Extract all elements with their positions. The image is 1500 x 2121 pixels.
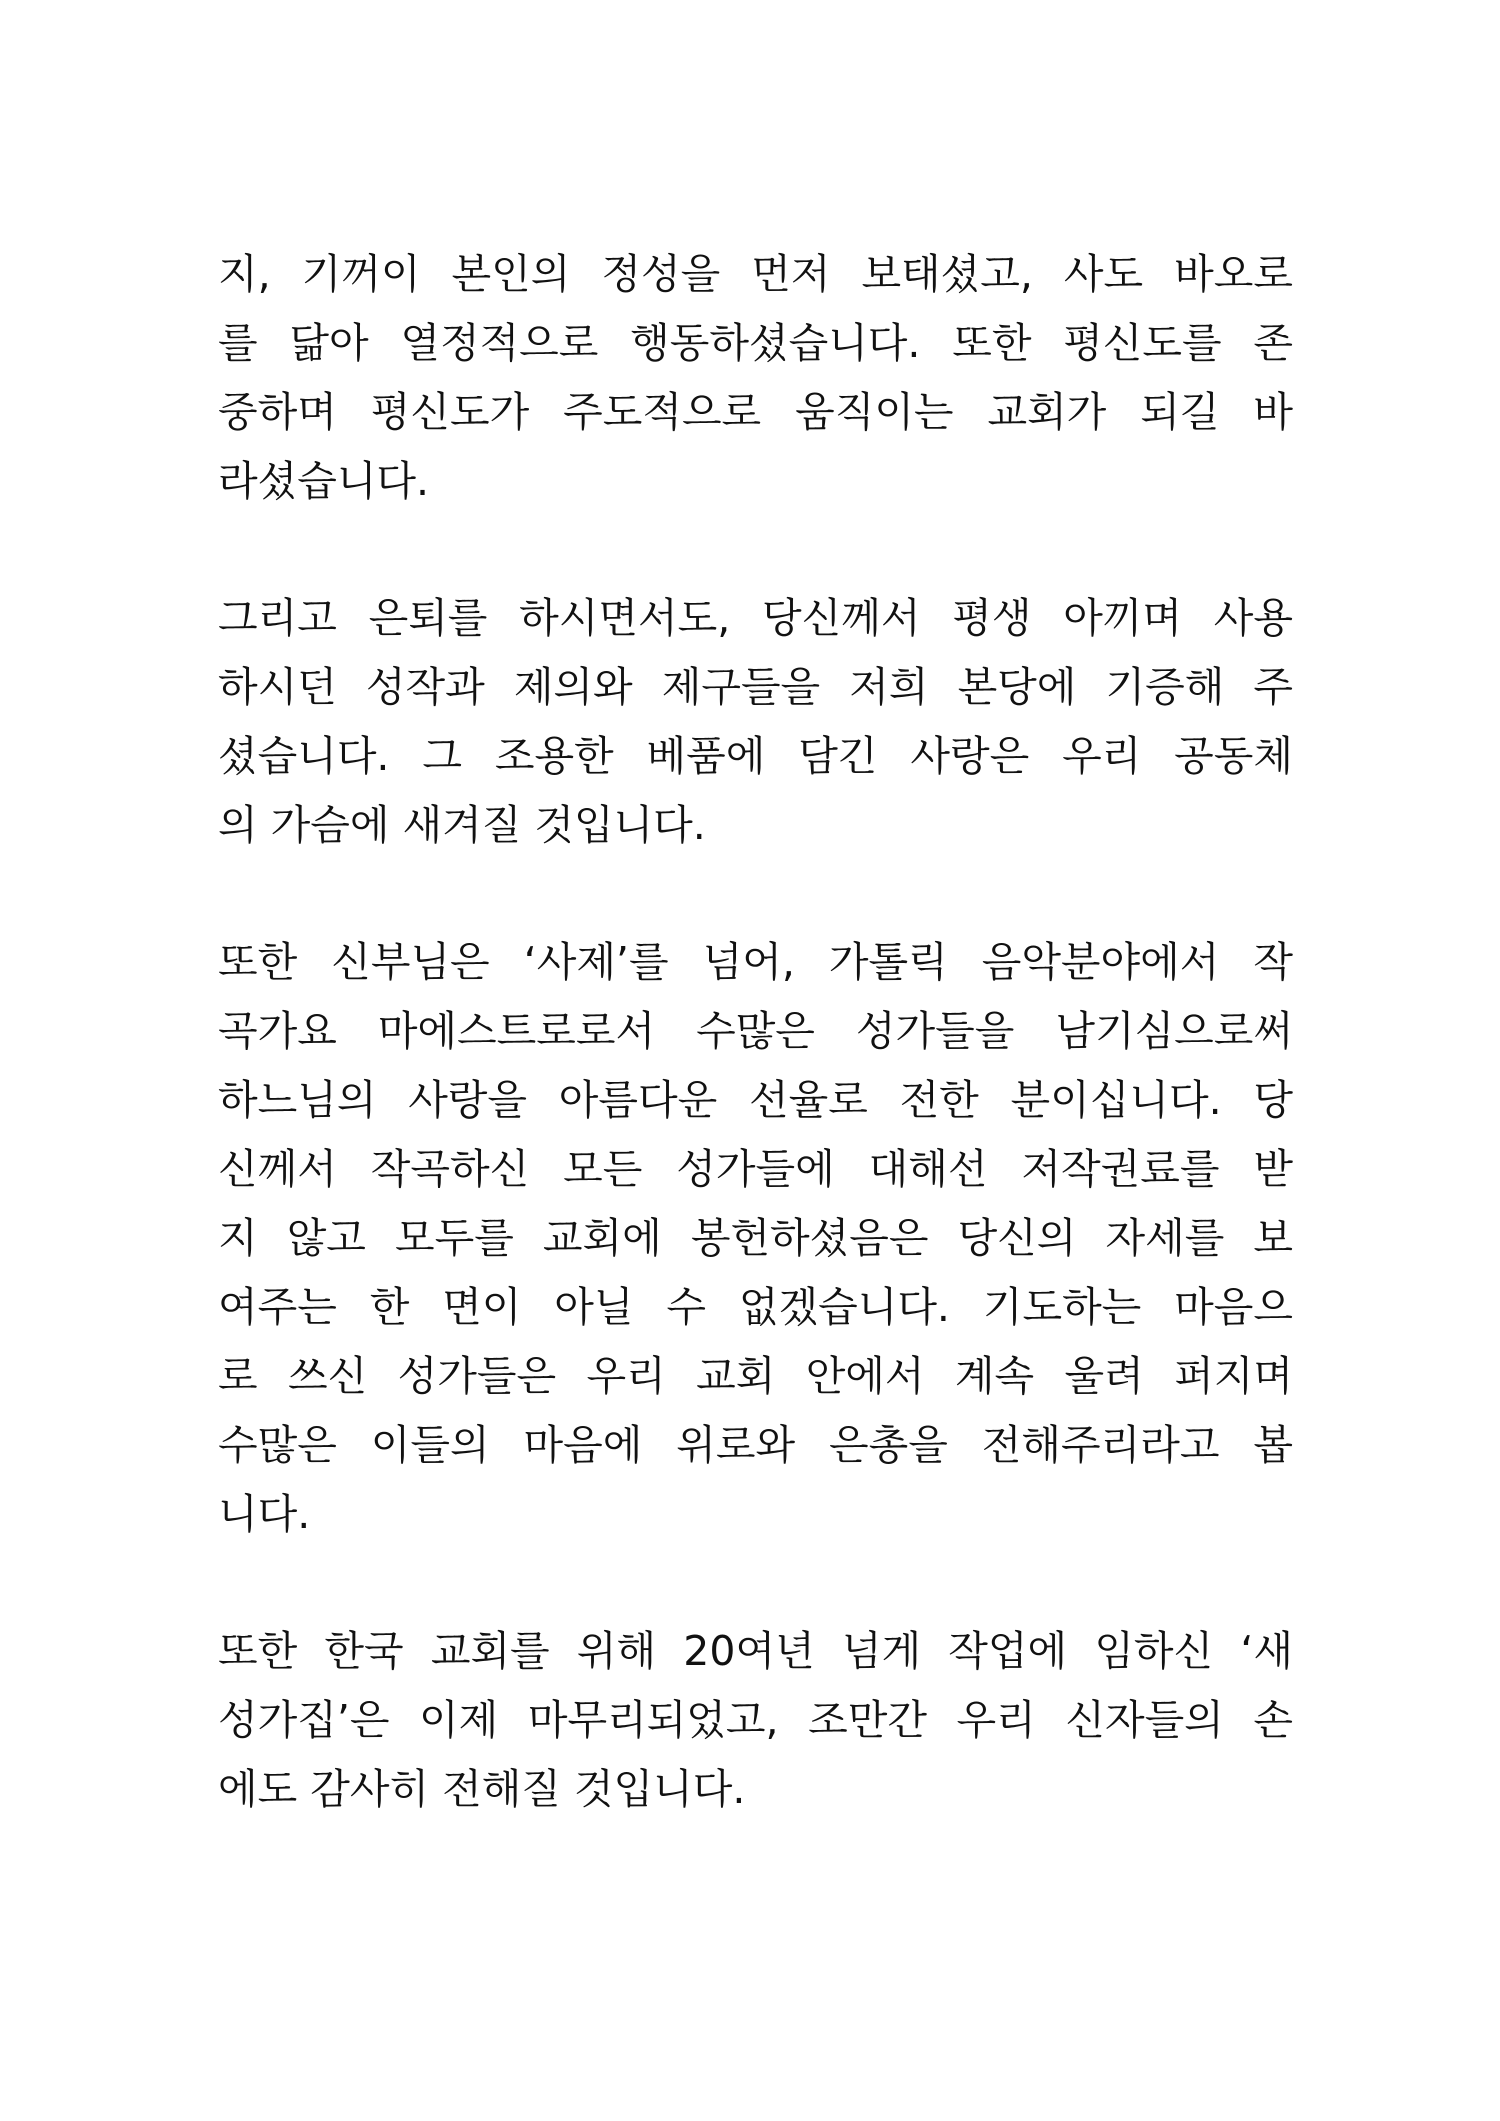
text-line: 여주는 한 면이 아닐 수 없겠습니다. 기도하는 마음으 xyxy=(218,1283,1293,1331)
text-line: 로 쓰신 성가들은 우리 교회 안에서 계속 울려 퍼지며 xyxy=(218,1352,1293,1400)
text-line: 성가집’은 이제 마무리되었고, 조만간 우리 신자들의 손 xyxy=(218,1696,1293,1744)
paragraph-1 xyxy=(218,240,1293,516)
text-line: 지, 기꺼이 본인의 정성을 먼저 보태셨고, 사도 바오로 xyxy=(218,250,1293,298)
text-line: 신께서 작곡하신 모든 성가들에 대해선 저작권료를 받 xyxy=(218,1145,1293,1193)
document-body xyxy=(218,240,1293,1892)
text-line: 에도 감사히 전해질 것입니다. xyxy=(218,1765,746,1813)
text-line: 니다. xyxy=(218,1490,311,1538)
text-line: 또한 신부님은 ‘사제’를 넘어, 가톨릭 음악분야에서 작 xyxy=(218,938,1293,986)
text-line: 라셨습니다. xyxy=(218,457,430,505)
text-line: 를 닮아 열정적으로 행동하셨습니다. 또한 평신도를 존 xyxy=(218,319,1293,367)
text-line: 하시던 성작과 제의와 제구들을 저희 본당에 기증해 주 xyxy=(218,663,1293,711)
text-line: 또한 한국 교회를 위해 20여년 넘게 작업에 임하신 ‘새 xyxy=(218,1627,1293,1675)
text-line: 셨습니다. 그 조용한 베품에 담긴 사랑은 우리 공동체 xyxy=(218,732,1293,780)
paragraph-4 xyxy=(218,1617,1293,1824)
paragraph-2 xyxy=(218,584,1293,860)
paragraph-3 xyxy=(218,928,1293,1549)
text-line: 하느님의 사랑을 아름다운 선율로 전한 분이십니다. 당 xyxy=(218,1076,1293,1124)
text-line: 수많은 이들의 마음에 위로와 은총을 전해주리라고 봅 xyxy=(218,1421,1293,1469)
text-line: 중하며 평신도가 주도적으로 움직이는 교회가 되길 바 xyxy=(218,388,1293,436)
text-line: 의 가슴에 새겨질 것입니다. xyxy=(218,801,706,849)
text-line: 지 않고 모두를 교회에 봉헌하셨음은 당신의 자세를 보 xyxy=(218,1214,1293,1262)
text-line: 그리고 은퇴를 하시면서도, 당신께서 평생 아끼며 사용 xyxy=(218,594,1293,642)
text-line: 곡가요 마에스트로로서 수많은 성가들을 남기심으로써 xyxy=(218,1007,1293,1055)
